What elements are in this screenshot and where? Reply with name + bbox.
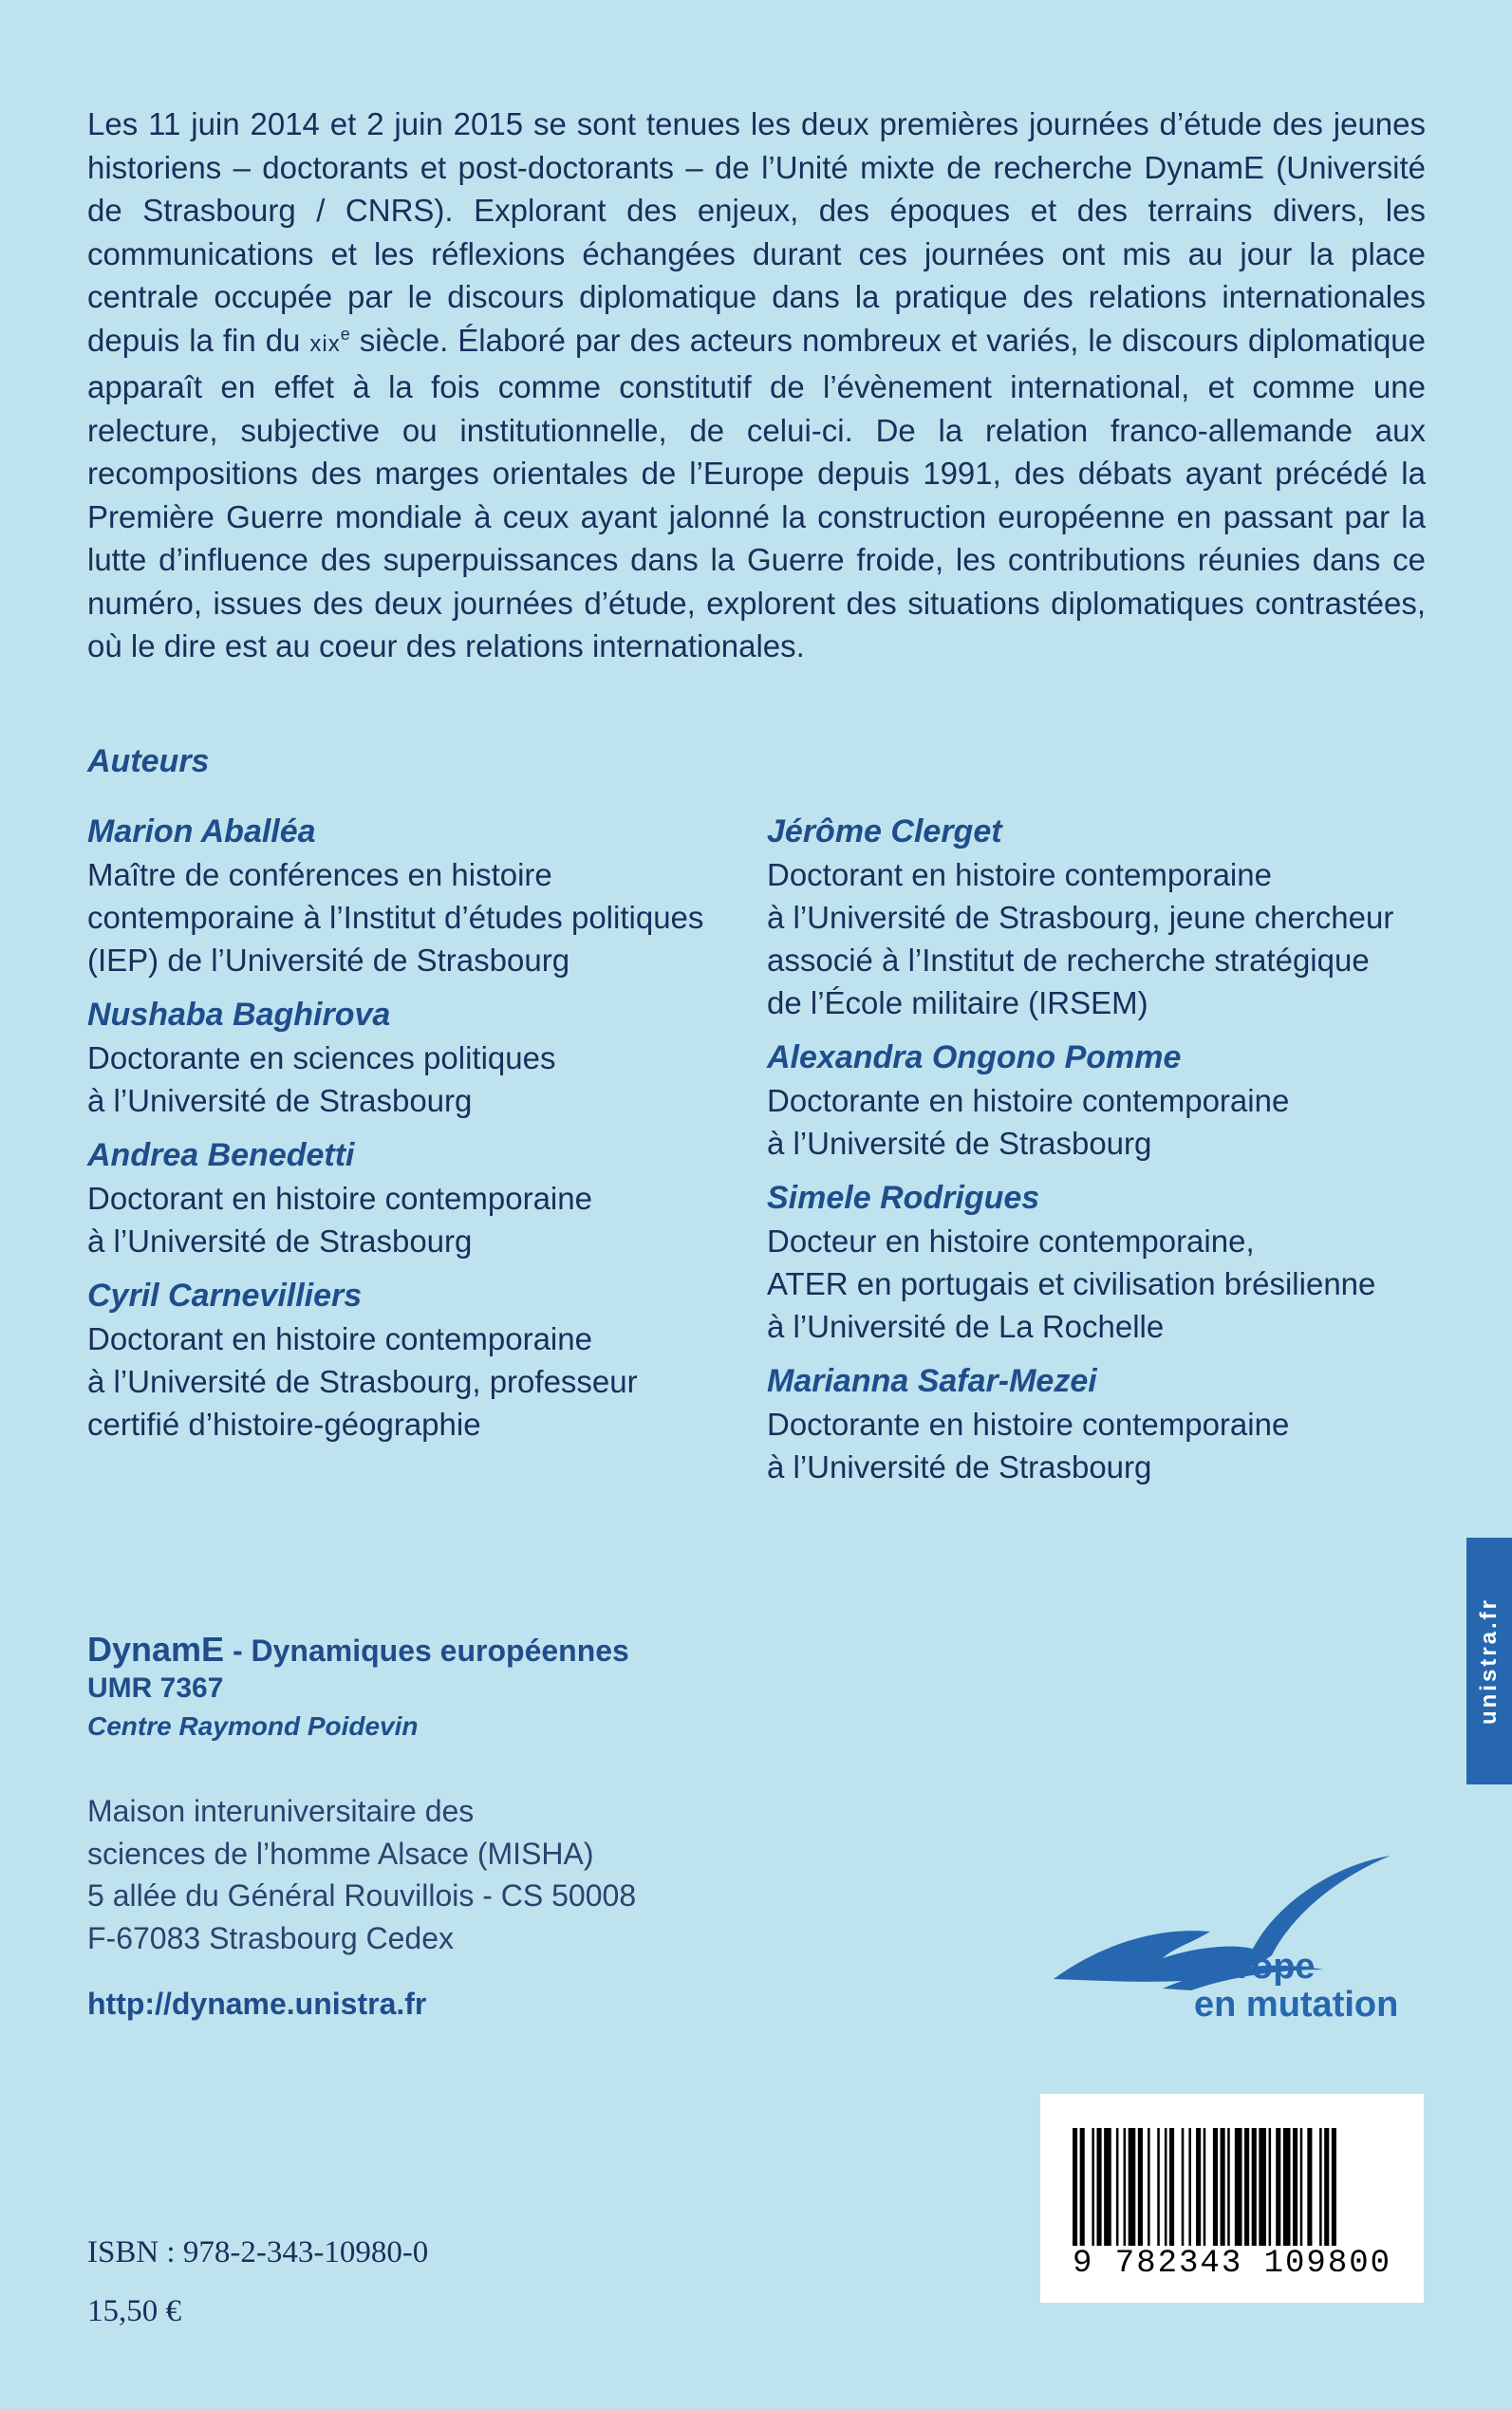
century-superscript: e [340, 324, 350, 344]
barcode-bar [1104, 2128, 1111, 2246]
author-entry [767, 1176, 1431, 1348]
lab-centre: Centre Raymond Poidevin [87, 1711, 419, 1741]
barcode-bar [1182, 2128, 1185, 2246]
barcode [1040, 2094, 1424, 2303]
authors-right-column [767, 810, 1431, 1500]
author-affiliation: Doctorante en sciences politiques à l’Université de Strasbourg [87, 1040, 556, 1118]
author-name: Alexandra Ongono Pomme [767, 1039, 1182, 1075]
lab-subtitle: - Dynamiques européennes [224, 1634, 629, 1668]
barcode-bar [1276, 2128, 1280, 2246]
logo-line1: urope [1215, 1947, 1316, 1987]
barcode-bar [1080, 2128, 1085, 2246]
barcode-bar [1124, 2128, 1127, 2246]
barcode-bar [1324, 2128, 1329, 2246]
authors-left-column [87, 810, 752, 1457]
author-affiliation: Docteur en histoire contemporaine, ATER en portugais et civilisation brésilienne à l’Université de La Rochelle [767, 1223, 1376, 1344]
barcode-bar [1148, 2128, 1150, 2246]
abstract-paragraph [87, 103, 1426, 668]
barcode-bar [1293, 2128, 1297, 2246]
barcode-bar [1204, 2128, 1206, 2246]
author-affiliation: Doctorante en histoire contemporaine à l’Université de Strasbourg [767, 1407, 1290, 1485]
lab-block [87, 1631, 629, 1746]
author-name: Cyril Carnevilliers [87, 1278, 363, 1314]
barcode-bar [1129, 2128, 1136, 2246]
author-affiliation: Doctorant en histoire contemporaine à l’Université de Strasbourg [87, 1181, 592, 1259]
abstract-text-part2: siècle. Élaboré par des acteurs nombreux et variés, le discours diplomatique apparaît en effet à la fois comme constitutif de l’évènement international, et comme une relecture, subjective ou institutionnelle, de celui-ci. De la relation franco-allemande aux recompositions des marges orientales de l’Europe depuis 1991, des débats ayant précédé la Première Guerre mondiale à ceux ayant jalonné la construction européenne en passant par la lutte d’influence des superpuissances dans la Guerre froide, les contributions réunies dans ce numéro, issues des deux journées d’étude, explorent des situations diplomatiques contrastées, où le dire est au coeur des relations internationales. [87, 322, 1427, 663]
author-name: Andrea Benedetti [87, 1137, 355, 1173]
barcode-bar [1332, 2128, 1336, 2246]
author-entry [87, 810, 752, 981]
author-affiliation: Doctorant en histoire contemporaine à l’Université de Strasbourg, professeur certifié d’histoire-géographie [87, 1321, 638, 1442]
author-name: Jérôme Clerget [767, 813, 1002, 850]
author-affiliation: Doctorante en histoire contemporaine à l’Université de Strasbourg [767, 1083, 1290, 1161]
barcode-bar [1252, 2128, 1257, 2246]
unistra-side-tab [1466, 1538, 1512, 1784]
barcode-bar [1138, 2128, 1143, 2246]
barcode-bar [1307, 2128, 1312, 2246]
logo-line2: en mutation [1194, 1985, 1399, 2025]
isbn: ISBN : 978-2-343-10980-0 [87, 2235, 429, 2269]
barcode-bar [1227, 2128, 1230, 2246]
authors-heading: Auteurs [87, 743, 210, 779]
price: 15,50 € [87, 2294, 181, 2328]
side-tab-label: unistra.fr [1476, 1597, 1502, 1726]
logo-text [1194, 1948, 1398, 2024]
century-numeral: xix [309, 330, 341, 357]
author-entry [767, 810, 1431, 1024]
author-affiliation: Maître de conférences en histoire contemporaine à l’Institut d’études politiques (IEP) de l’Université de Strasbourg [87, 857, 704, 978]
author-entry [767, 1036, 1431, 1165]
website-url[interactable]: http://dyname.unistra.fr [87, 1987, 427, 2021]
barcode-bars [1073, 2128, 1391, 2246]
barcode-bar [1283, 2128, 1291, 2246]
barcode-bar [1300, 2128, 1303, 2246]
barcode-bar [1092, 2128, 1094, 2246]
barcode-bar [1319, 2128, 1322, 2246]
author-affiliation: Doctorant en histoire contemporaine à l’Université de Strasbourg, jeune chercheur associé à l’Institut de recherche stratégique de l’École militaire (IRSEM) [767, 857, 1394, 1020]
author-entry [767, 1359, 1431, 1488]
lab-name: DynamE [87, 1630, 225, 1669]
abstract-text-part1: Les 11 juin 2014 et 2 juin 2015 se sont tenues les deux premières journées d’étude des jeunes historiens – doctorants et post-doctorants – de l’Unité mixte de recherche DynamE (Université de Strasbourg / CNRS). Explorant des enjeux, des époques et des terrains divers, les communications et les réflexions échangées durant ces journées ont mis au jour la place centrale occupée par le discours diplomatique dans la pratique des relations internationales depuis la fin du [87, 106, 1426, 358]
barcode-bar [1097, 2128, 1102, 2246]
barcode-bar [1213, 2128, 1218, 2246]
author-entry [87, 1274, 752, 1446]
barcode-digits: 9 782343 109800 [1073, 2246, 1392, 2282]
author-name: Marion Aballéa [87, 813, 316, 850]
barcode-bar [1169, 2128, 1174, 2246]
postal-address: Maison interuniversitaire des sciences de l’homme Alsace (MISHA) 5 allée du Général Rouvillois - CS 50008 F-67083 Strasbourg Cedex [87, 1794, 637, 1955]
lab-umr: UMR 7367 [87, 1672, 224, 1704]
barcode-bar [1244, 2128, 1249, 2246]
author-name: Simele Rodrigues [767, 1180, 1040, 1216]
barcode-bar [1116, 2128, 1119, 2246]
barcode-bar [1269, 2128, 1272, 2246]
barcode-bar [1259, 2128, 1266, 2246]
author-name: Nushaba Baghirova [87, 997, 391, 1033]
barcode-bar [1165, 2128, 1167, 2246]
barcode-bar [1196, 2128, 1201, 2246]
barcode-bar [1235, 2128, 1242, 2246]
author-entry [87, 1133, 752, 1262]
barcode-bar [1157, 2128, 1160, 2246]
barcode-bar [1221, 2128, 1225, 2246]
author-name: Marianna Safar-Mezei [767, 1363, 1097, 1399]
barcode-bar [1188, 2128, 1191, 2246]
author-entry [87, 993, 752, 1122]
barcode-bar [1073, 2128, 1077, 2246]
